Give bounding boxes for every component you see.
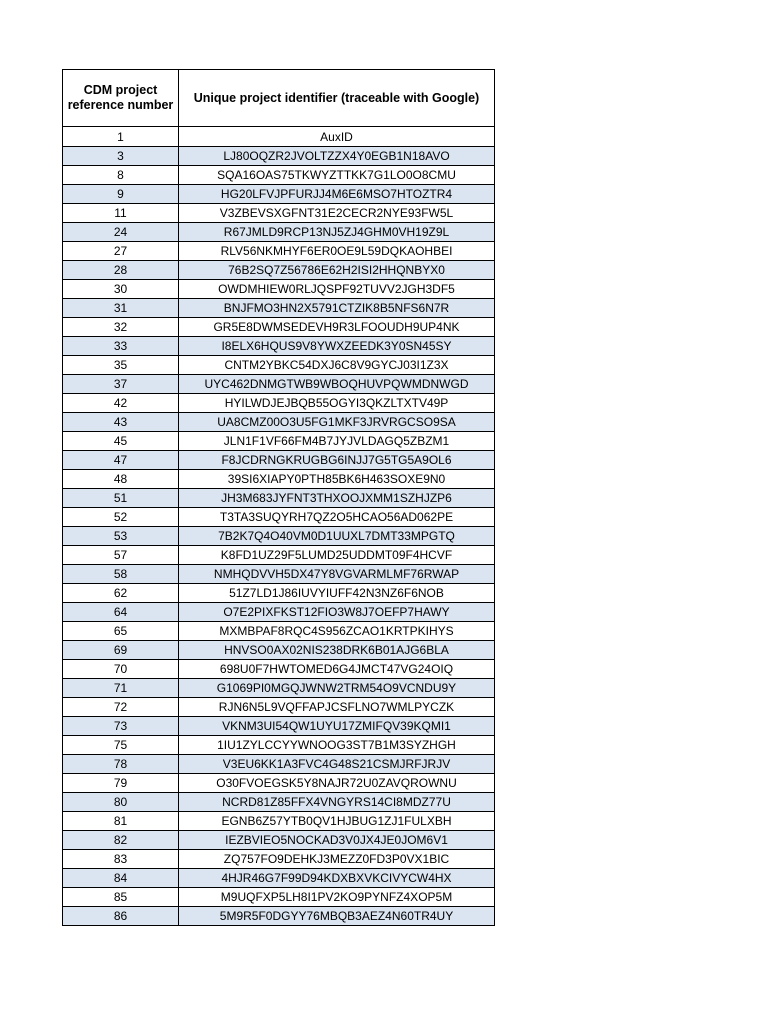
reference-number-cell: 9 [63, 185, 179, 204]
table-row [63, 280, 495, 299]
project-identifier-cell: IEZBVIEO5NOCKAD3V0JX4JE0JOM6V1 [179, 831, 495, 850]
project-identifier-cell: 76B2SQ7Z56786E62H2ISI2HHQNBYX0 [179, 261, 495, 280]
project-identifier-cell: T3TA3SUQYRH7QZ2O5HCAO56AD062PE [179, 508, 495, 527]
table-row [63, 489, 495, 508]
table-row [63, 755, 495, 774]
reference-number-cell: 42 [63, 394, 179, 413]
reference-number-cell: 32 [63, 318, 179, 337]
project-identifier-cell: JH3M683JYFNT3THXOOJXMM1SZHJZP6 [179, 489, 495, 508]
reference-number-cell: 52 [63, 508, 179, 527]
table-row [63, 185, 495, 204]
project-identifier-cell: RJN6N5L9VQFFAPJCSFLNO7WMLPYCZK [179, 698, 495, 717]
table-row [63, 888, 495, 907]
reference-number-cell: 69 [63, 641, 179, 660]
table-row [63, 432, 495, 451]
project-identifier-cell: O30FVOEGSK5Y8NAJR72U0ZAVQROWNU [179, 774, 495, 793]
table-row [63, 204, 495, 223]
project-identifier-cell: HNVSO0AX02NIS238DRK6B01AJG6BLA [179, 641, 495, 660]
reference-number-cell: 81 [63, 812, 179, 831]
reference-number-cell: 45 [63, 432, 179, 451]
reference-number-cell: 58 [63, 565, 179, 584]
table-row [63, 375, 495, 394]
project-identifier-cell: NCRD81Z85FFX4VNGYRS14CI8MDZ77U [179, 793, 495, 812]
reference-number-cell: 79 [63, 774, 179, 793]
reference-number-cell: 80 [63, 793, 179, 812]
reference-number-cell: 11 [63, 204, 179, 223]
table-row [63, 622, 495, 641]
project-identifier-table [62, 69, 495, 926]
project-identifier-cell: I8ELX6HQUS9V8YWXZEEDK3Y0SN45SY [179, 337, 495, 356]
table-row [63, 660, 495, 679]
reference-number-cell: 75 [63, 736, 179, 755]
project-identifier-cell: MXMBPAF8RQC4S956ZCAO1KRTPKIHYS [179, 622, 495, 641]
reference-number-cell: 72 [63, 698, 179, 717]
reference-number-cell: 70 [63, 660, 179, 679]
table-row [63, 127, 495, 147]
project-identifier-cell: VKNM3UI54QW1UYU17ZMIFQV39KQMI1 [179, 717, 495, 736]
reference-number-cell: 27 [63, 242, 179, 261]
table-body [63, 127, 495, 926]
reference-number-cell: 62 [63, 584, 179, 603]
reference-number-cell: 8 [63, 166, 179, 185]
table-row [63, 508, 495, 527]
reference-number-cell: 47 [63, 451, 179, 470]
project-identifier-cell: 51Z7LD1J86IUVYIUFF42N3NZ6F6NOB [179, 584, 495, 603]
project-identifier-cell: 1IU1ZYLCCYYWNOOG3ST7B1M3SYZHGH [179, 736, 495, 755]
project-identifier-cell: 4HJR46G7F99D94KDXBXVKCIVYCW4HX [179, 869, 495, 888]
reference-number-cell: 85 [63, 888, 179, 907]
reference-number-cell: 43 [63, 413, 179, 432]
table-row [63, 698, 495, 717]
project-identifier-cell: OWDMHIEW0RLJQSPF92TUVV2JGH3DF5 [179, 280, 495, 299]
project-identifier-cell: UA8CMZ00O3U5FG1MKF3JRVRGCSO9SA [179, 413, 495, 432]
reference-number-cell: 3 [63, 147, 179, 166]
reference-number-cell: 33 [63, 337, 179, 356]
project-identifier-cell: 39SI6XIAPY0PTH85BK6H463SOXE9N0 [179, 470, 495, 489]
table-row [63, 679, 495, 698]
project-identifier-cell: LJ80OQZR2JVOLTZZX4Y0EGB1N18AVO [179, 147, 495, 166]
table-row [63, 451, 495, 470]
reference-number-cell: 65 [63, 622, 179, 641]
project-identifier-cell: EGNB6Z57YTB0QV1HJBUG1ZJ1FULXBH [179, 812, 495, 831]
table-row [63, 603, 495, 622]
table-row [63, 356, 495, 375]
project-identifier-cell: HG20LFVJPFURJJ4M6E6MSO7HTOZTR4 [179, 185, 495, 204]
table-row [63, 337, 495, 356]
project-identifier-cell: HYILWDJEJBQB55OGYI3QKZLTXTV49P [179, 394, 495, 413]
project-identifier-cell: V3EU6KK1A3FVC4G48S21CSMJRFJRJV [179, 755, 495, 774]
project-identifier-cell: GR5E8DWMSEDEVH9R3LFOOUDH9UP4NK [179, 318, 495, 337]
table-row [63, 147, 495, 166]
table-row [63, 641, 495, 660]
table-row [63, 413, 495, 432]
reference-number-cell: 35 [63, 356, 179, 375]
table-row [63, 584, 495, 603]
reference-number-cell: 37 [63, 375, 179, 394]
project-identifier-cell: G1069PI0MGQJWNW2TRM54O9VCNDU9Y [179, 679, 495, 698]
reference-number-cell: 73 [63, 717, 179, 736]
reference-number-cell: 64 [63, 603, 179, 622]
header-unique-identifier: Unique project identifier (traceable with Google) [179, 70, 495, 127]
project-identifier-cell: K8FD1UZ29F5LUMD25UDDMT09F4HCVF [179, 546, 495, 565]
reference-number-cell: 53 [63, 527, 179, 546]
table-row [63, 299, 495, 318]
table-row [63, 261, 495, 280]
table-row [63, 907, 495, 926]
project-identifier-cell: F8JCDRNGKRUGBG6INJJ7G5TG5A9OL6 [179, 451, 495, 470]
project-identifier-cell: CNTM2YBKC54DXJ6C8V9GYCJ03I1Z3X [179, 356, 495, 375]
reference-number-cell: 28 [63, 261, 179, 280]
header-reference-number: CDM project reference number [63, 70, 179, 127]
reference-number-cell: 31 [63, 299, 179, 318]
reference-number-cell: 48 [63, 470, 179, 489]
project-identifier-cell: JLN1F1VF66FM4B7JYJVLDAGQ5ZBZM1 [179, 432, 495, 451]
project-identifier-cell: RLV56NKMHYF6ER0OE9L59DQKAOHBEI [179, 242, 495, 261]
table-row [63, 774, 495, 793]
project-identifier-cell: NMHQDVVH5DX47Y8VGVARMLMF76RWAP [179, 565, 495, 584]
reference-number-cell: 24 [63, 223, 179, 242]
table-row [63, 546, 495, 565]
reference-number-cell: 86 [63, 907, 179, 926]
table-row [63, 565, 495, 584]
project-identifier-cell: O7E2PIXFKST12FIO3W8J7OEFP7HAWY [179, 603, 495, 622]
reference-number-cell: 51 [63, 489, 179, 508]
project-identifier-cell: M9UQFXP5LH8I1PV2KO9PYNFZ4XOP5M [179, 888, 495, 907]
project-identifier-cell: 5M9R5F0DGYY76MBQB3AEZ4N60TR4UY [179, 907, 495, 926]
project-identifier-cell: V3ZBEVSXGFNT31E2CECR2NYE93FW5L [179, 204, 495, 223]
table-row [63, 812, 495, 831]
table-row [63, 850, 495, 869]
table-row [63, 166, 495, 185]
project-identifier-cell: R67JMLD9RCP13NJ5ZJ4GHM0VH19Z9L [179, 223, 495, 242]
table-row [63, 242, 495, 261]
table-row [63, 527, 495, 546]
project-identifier-cell: 698U0F7HWTOMED6G4JMCT47VG24OIQ [179, 660, 495, 679]
table-row [63, 717, 495, 736]
table-row [63, 223, 495, 242]
project-identifier-cell: BNJFMO3HN2X5791CTZIK8B5NFS6N7R [179, 299, 495, 318]
table-row [63, 470, 495, 489]
project-identifier-cell: 7B2K7Q4O40VM0D1UUXL7DMT33MPGTQ [179, 527, 495, 546]
project-identifier-cell: AuxID [179, 127, 495, 147]
reference-number-cell: 78 [63, 755, 179, 774]
reference-number-cell: 1 [63, 127, 179, 147]
table-row [63, 318, 495, 337]
reference-number-cell: 30 [63, 280, 179, 299]
reference-number-cell: 71 [63, 679, 179, 698]
reference-number-cell: 83 [63, 850, 179, 869]
project-identifier-cell: UYC462DNMGTWB9WBOQHUVPQWMDNWGD [179, 375, 495, 394]
table-row [63, 793, 495, 812]
table-row [63, 736, 495, 755]
table-header [63, 70, 495, 127]
project-identifier-cell: ZQ757FO9DEHKJ3MEZZ0FD3P0VX1BIC [179, 850, 495, 869]
project-identifier-cell: SQA16OAS75TKWYZTTKK7G1LO0O8CMU [179, 166, 495, 185]
reference-number-cell: 57 [63, 546, 179, 565]
table-row [63, 869, 495, 888]
reference-number-cell: 82 [63, 831, 179, 850]
header-row [63, 70, 495, 127]
table-row [63, 831, 495, 850]
reference-number-cell: 84 [63, 869, 179, 888]
table-row [63, 394, 495, 413]
